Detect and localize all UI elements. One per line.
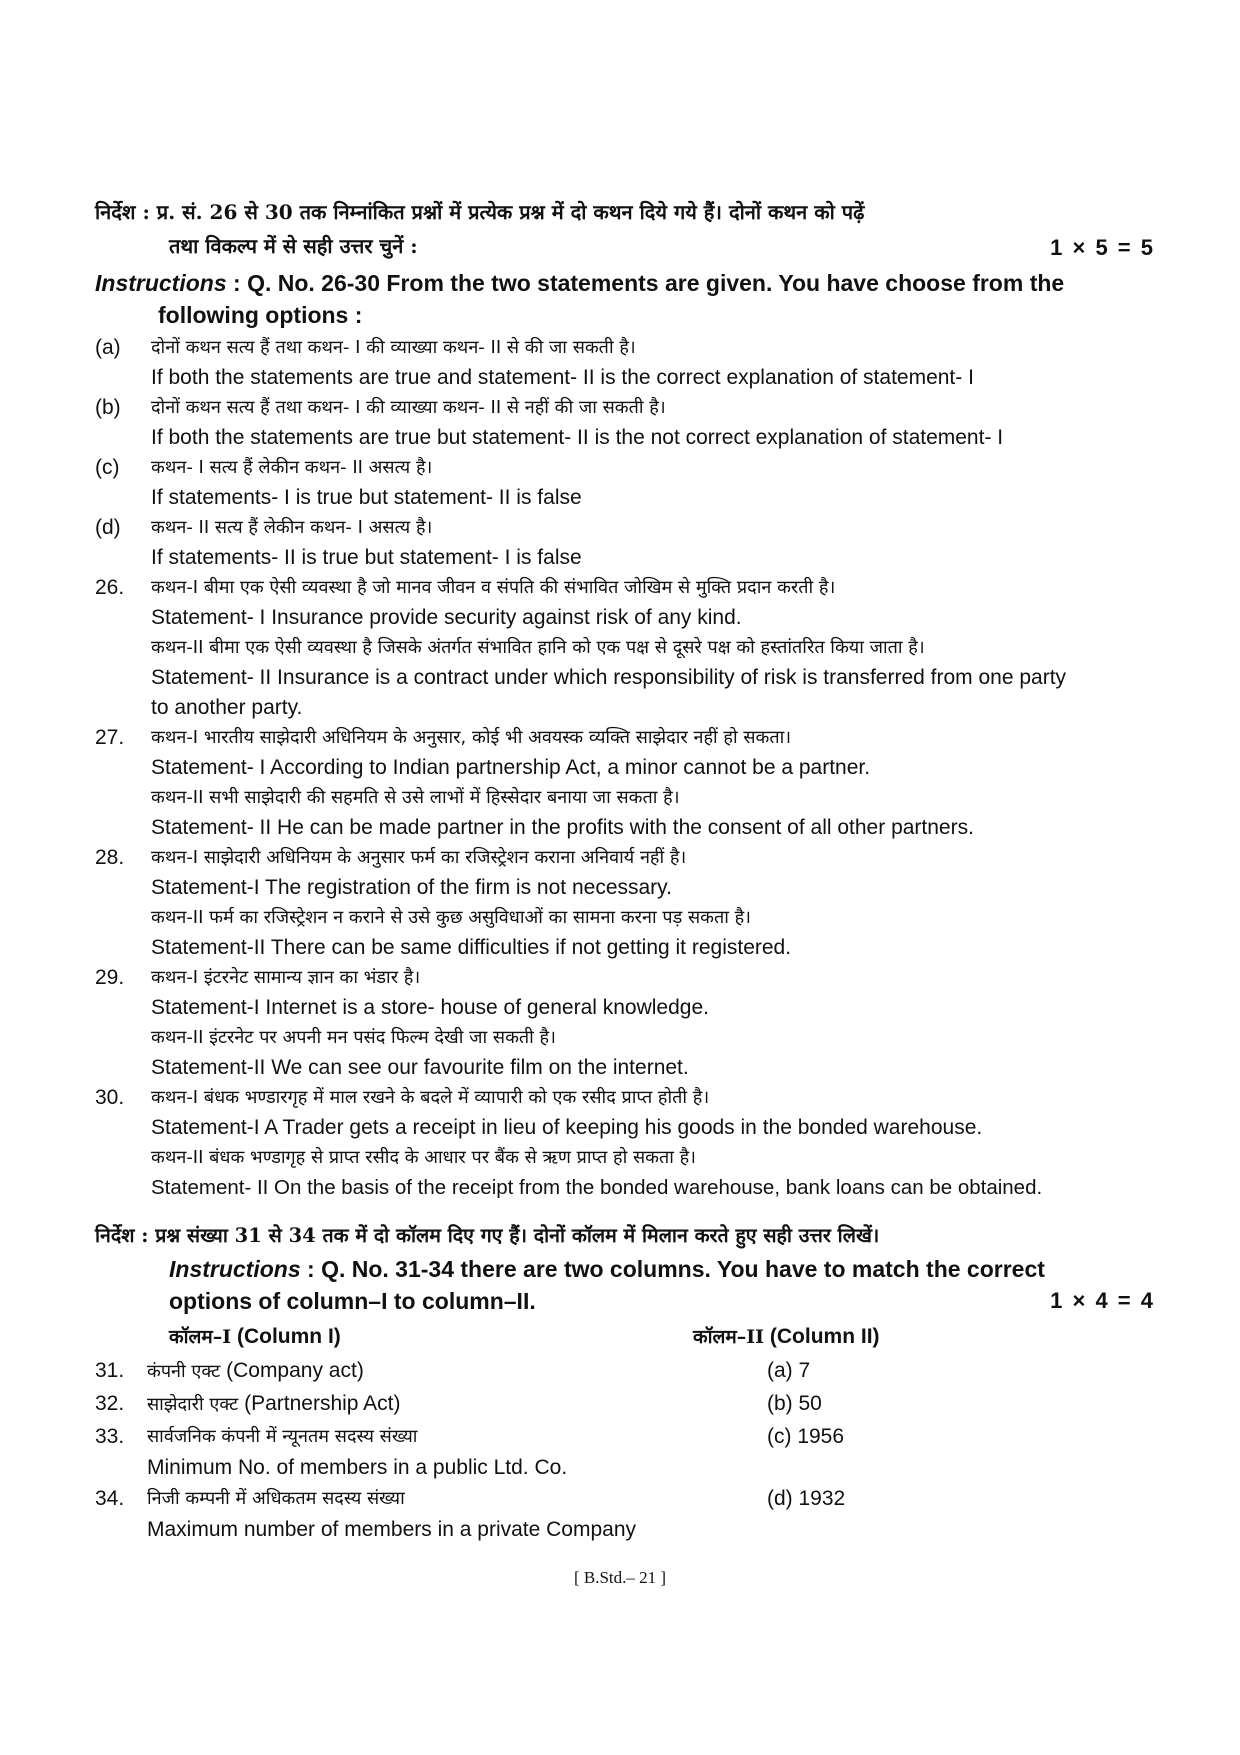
question-number: 27. [95, 726, 125, 749]
instructions-2 [95, 1253, 1155, 1317]
question-27 [95, 723, 1155, 843]
statement-1-english: Statement- I According to Indian partnership Act, a minor cannot be a partner. [151, 756, 871, 779]
option-label: (d) [95, 516, 121, 539]
instructions-1-label: Instructions [95, 270, 227, 296]
column-1-english: (Column I) [231, 1325, 341, 1348]
match-left-english: (Company act) [220, 1359, 364, 1382]
marks-section-2: 1 × 4 = 4 [1050, 1288, 1155, 1313]
instructions-2-text2: options of column–I to column–II. [169, 1288, 536, 1314]
match-number: 34. [95, 1487, 125, 1510]
option-english: If both the statements are true but statement- II is the not correct explanation of statement- I [151, 426, 1004, 449]
statement-2-english: Statement- II Insurance is a contract under which responsibility of risk is transferred from one party [151, 666, 1067, 689]
option-english: If both the statements are true and statement- II is the correct explanation of statement- I [151, 366, 974, 389]
statement-1-english: Statement- I Insurance provide security against risk of any kind. [151, 606, 742, 629]
match-left-english: Maximum number of members in a private Company [147, 1518, 637, 1541]
column-2-english: (Column II) [764, 1325, 880, 1348]
instructions-1 [95, 267, 1155, 331]
instructions-2-text: : Q. No. 31-34 there are two columns. You have to match the correct [300, 1256, 1045, 1282]
statement-1-english: Statement-I A Trader gets a receipt in lieu of keeping his goods in the bonded warehouse. [151, 1116, 983, 1139]
marks-section-1: 1 × 5 = 5 [1050, 235, 1155, 260]
column-1-hindi: कॉलम–I [169, 1326, 232, 1348]
match-right: (c) 1956 [767, 1425, 845, 1448]
match-number: 31. [95, 1359, 125, 1382]
match-right: (a) 7 [767, 1359, 811, 1382]
question-number: 30. [95, 1086, 125, 1109]
match-row-34 [95, 1483, 1155, 1545]
statement-2-english: Statement-II We can see our favourite film on the internet. [151, 1056, 689, 1079]
questions-list [95, 573, 1155, 1203]
option-b [95, 393, 1155, 453]
question-number: 28. [95, 846, 125, 869]
question-number: 26. [95, 576, 125, 599]
option-hindi: कथन- I सत्य हैं लेकीन कथन- II असत्य है। [151, 457, 433, 478]
match-left-english: (Partnership Act) [238, 1392, 401, 1415]
question-30 [95, 1083, 1155, 1203]
match-number: 32. [95, 1392, 125, 1415]
statement-1-hindi: कथन-I साझेदारी अधिनियम के अनुसार फर्म का रजिस्ट्रेशन कराना अनिवार्य नहीं है। [151, 847, 687, 868]
instructions-1-text2: following options : [158, 302, 363, 328]
option-english: If statements- I is true but statement- II is false [151, 486, 582, 509]
question-number: 29. [95, 966, 125, 989]
statement-2-hindi: कथन-II बंधक भण्डागृह से प्राप्त रसीद के आधार पर बैंक से ऋण प्राप्त हो सकता है। [151, 1147, 696, 1168]
column-2-hindi: कॉलम–II [693, 1326, 765, 1348]
statement-2-hindi: कथन-II सभी साझेदारी की सहमति से उसे लाभों में हिस्सेदार बनाया जा सकता है। [151, 787, 680, 808]
option-c [95, 453, 1155, 513]
exam-page [95, 195, 1155, 1545]
match-row-33 [95, 1421, 1155, 1483]
option-d [95, 513, 1155, 573]
option-label: (b) [95, 396, 121, 419]
direction-section-2 [95, 1219, 1155, 1317]
statement-2-english: Statement-II There can be same difficulties if not getting it registered. [151, 936, 792, 959]
instructions-2-label: Instructions [169, 1256, 301, 1282]
match-left-hindi: सार्वजनिक कंपनी में न्यूनतम सदस्य संख्या [147, 1426, 418, 1447]
match-list [95, 1355, 1155, 1545]
statement-1-hindi: कथन-I बीमा एक ऐसी व्यवस्था है जो मानव जीवन व संपति की संभावित जोखिम से मुक्ति प्रदान करती है। [151, 577, 836, 598]
match-left-hindi: कंपनी एक्ट [147, 1361, 221, 1382]
match-left-hindi: साझेदारी एक्ट [147, 1394, 239, 1415]
option-label: (c) [95, 456, 120, 479]
option-a [95, 333, 1155, 393]
match-right: (b) 50 [767, 1392, 822, 1415]
statement-1-hindi: कथन-I इंटरनेट सामान्य ज्ञान का भंडार है। [151, 967, 421, 988]
statement-1-english: Statement-I Internet is a store- house of general knowledge. [151, 996, 709, 1019]
instructions-1-text: : Q. No. 26-30 From the two statements are given. You have choose from the [226, 270, 1065, 296]
statement-2-english-cont: to another party. [151, 696, 303, 719]
statement-1-hindi: कथन-I बंधक भण्डारगृह में माल रखने के बदले में व्यापारी को एक रसीद प्राप्त होती है। [151, 1087, 710, 1108]
page-footer: [ B.Std.– 21 ] [573, 1568, 667, 1587]
direction-hindi-1-line1: निर्देश : प्र. सं. 26 से 30 तक निम्नांकित प्रश्नों में प्रत्येक प्रश्न में दो कथन दिये गये हैं। दोनों कथन को पढ़ें [95, 200, 865, 224]
match-row-32 [95, 1388, 1155, 1421]
match-right: (d) 1932 [767, 1487, 846, 1510]
direction-hindi-1-line2: तथा विकल्प में से सही उत्तर चुनें : [169, 234, 418, 258]
direction-hindi-1 [95, 195, 1155, 263]
option-english: If statements- II is true but statement- I is false [151, 546, 582, 569]
direction-hindi-2: निर्देश : प्रश्न संख्या 31 से 34 तक में दो कॉलम दिए गए हैं। दोनों कॉलम में मिलान करते हुए सही उत्तर लिखें। [95, 1224, 880, 1247]
statement-2-hindi: कथन-II फर्म का रजिस्ट्रेशन न कराने से उसे कुछ असुविधाओं का सामना करना पड़ सकता है। [151, 907, 751, 928]
match-left-english: Minimum No. of members in a public Ltd. Co. [147, 1456, 568, 1479]
option-hindi: कथन- II सत्य हैं लेकीन कथन- I असत्य है। [151, 517, 433, 538]
question-28 [95, 843, 1155, 963]
option-label: (a) [95, 336, 121, 359]
column-headers [95, 1321, 1155, 1355]
options-list [95, 333, 1155, 573]
column-2-header [693, 1321, 880, 1355]
statement-2-hindi: कथन-II इंटरनेट पर अपनी मन पसंद फिल्म देखी जा सकती है। [151, 1027, 556, 1048]
match-number: 33. [95, 1425, 125, 1448]
option-hindi: दोनों कथन सत्य हैं तथा कथन- I की व्याख्या कथन- II से की जा सकती है। [151, 337, 636, 358]
statement-1-hindi: कथन-I भारतीय साझेदारी अधिनियम के अनुसार, कोई भी अवयस्क व्यक्ति साझेदार नहीं हो सकता। [151, 727, 792, 748]
statement-1-english: Statement-I The registration of the firm is not necessary. [151, 876, 672, 899]
statement-2-hindi: कथन-II बीमा एक ऐसी व्यवस्था है जिसके अंतर्गत संभावित हानि को एक पक्ष से दूसरे पक्ष को हस्तांतरित किया जाता है। [151, 637, 925, 658]
match-row-31 [95, 1355, 1155, 1388]
question-26 [95, 573, 1155, 723]
statement-2-english: Statement- II He can be made partner in the profits with the consent of all other partners. [151, 816, 974, 839]
statement-2-english: Statement- II On the basis of the receipt from the bonded warehouse, bank loans can be obtained. [151, 1176, 1043, 1199]
column-1-header [95, 1321, 693, 1355]
match-left-hindi: निजी कम्पनी में अधिकतम सदस्य संख्या [147, 1488, 405, 1509]
question-29 [95, 963, 1155, 1083]
option-hindi: दोनों कथन सत्य हैं तथा कथन- I की व्याख्या कथन- II से नहीं की जा सकती है। [151, 397, 666, 418]
